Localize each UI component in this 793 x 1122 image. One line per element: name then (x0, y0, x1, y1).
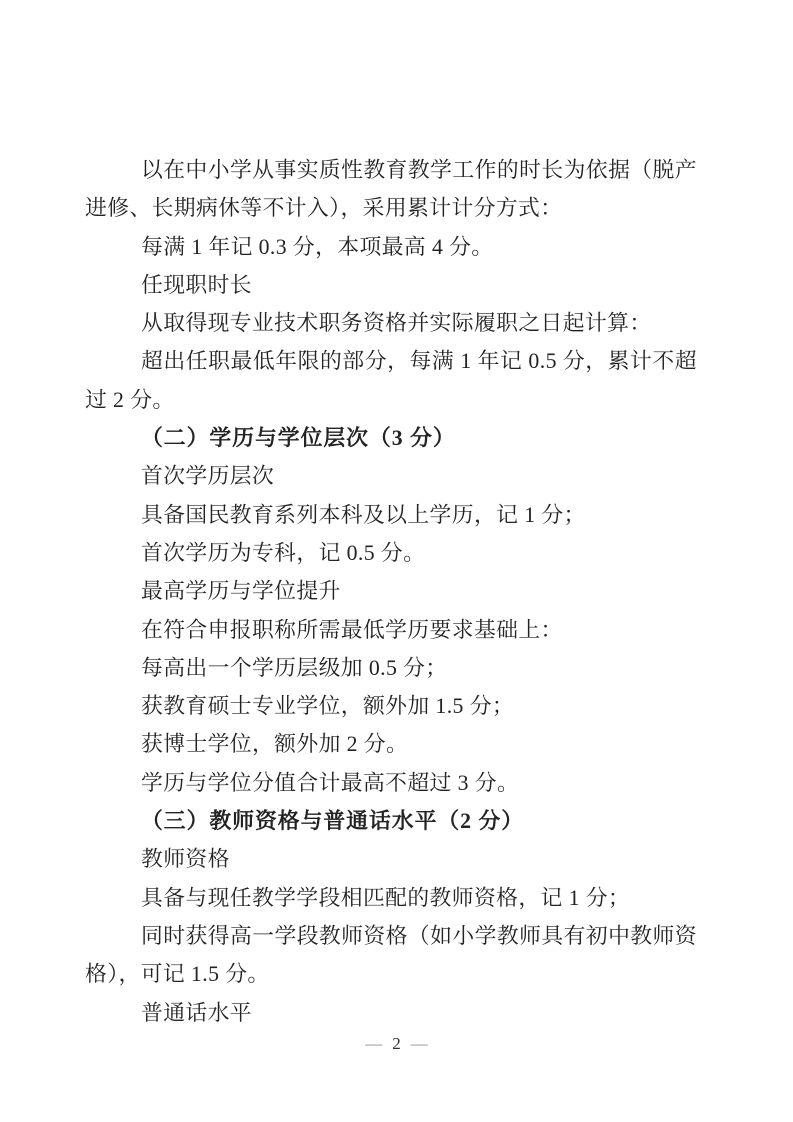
document-line: 每高出一个学历层级加 0.5 分； (141, 655, 448, 680)
document-line: 任现职时长 (141, 272, 252, 297)
document-body (85, 151, 697, 1032)
document-line: 学历与学位分值合计最高不超过 3 分。 (141, 770, 520, 795)
document-line: 最高学历与学位提升 (141, 579, 341, 604)
document-line: 获教育硕士专业学位，额外加 1.5 分； (141, 694, 515, 719)
document-line: 格），可记 1.5 分。 (85, 962, 270, 987)
document-line: 超出任职最低年限的部分，每满 1 年记 0.5 分，累计不超 (141, 349, 697, 374)
document-line: 每满 1 年记 0.3 分，本项最高 4 分。 (141, 234, 494, 259)
document-line: 普通话水平 (141, 1000, 252, 1025)
document-line: 在符合申报职称所需最低学历要求基础上： (141, 617, 563, 642)
footer-dash-left: — (365, 1034, 383, 1053)
footer-page-number: 2 (392, 1034, 401, 1053)
section-heading: （三）教师资格与普通话水平（2 分） (141, 809, 525, 834)
footer-dash-right: — (410, 1034, 428, 1053)
document-line: 具备国民教育系列本科及以上学历，记 1 分； (141, 502, 586, 527)
document-line: 同时获得高一学段教师资格（如小学教师具有初中教师资 (141, 923, 697, 948)
document-line: 具备与现任教学学段相匹配的教师资格，记 1 分； (141, 885, 631, 910)
document-line: 首次学历层次 (141, 464, 275, 489)
document-line: 进修、长期病休等不计入），采用累计计分方式： (85, 196, 563, 221)
document-line: 以在中小学从事实质性教育教学工作的时长为依据（脱产 (141, 158, 697, 182)
page-number (0, 1033, 793, 1055)
document-line: 教师资格 (141, 847, 230, 872)
document-line: 首次学历为专科，记 0.5 分。 (141, 540, 426, 565)
document-line: 从取得现专业技术职务资格并实际履职之日起计算： (141, 311, 652, 336)
document-line: 获博士学位，额外加 2 分。 (141, 732, 409, 757)
section-heading: （二）学历与学位层次（3 分） (141, 426, 456, 451)
document-line: 过 2 分。 (85, 387, 175, 412)
